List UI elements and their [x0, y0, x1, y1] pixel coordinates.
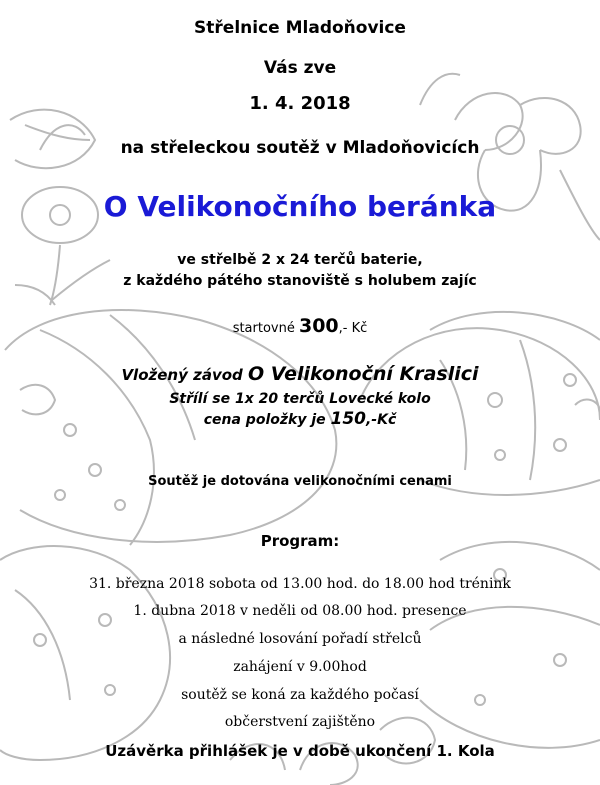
- invite-text: Vás zve: [263, 58, 337, 78]
- event-description: na střeleckou soutěž v Mladoňovicích: [120, 138, 480, 158]
- side-event-prefix: Vložený závod: [121, 366, 248, 384]
- organizer-name: Střelnice Mladoňovice: [194, 18, 406, 38]
- entry-fee-label: startovné: [232, 321, 299, 336]
- program-item: a následné losování pořadí střelců: [178, 631, 422, 647]
- side-event-name: O Velikonoční Kraslici: [248, 363, 479, 385]
- side-event-price-label: cena položky je: [203, 412, 331, 428]
- side-event-price: [0, 409, 600, 429]
- entry-fee-currency: ,- Kč: [338, 321, 368, 336]
- registration-deadline: Uzávěrka přihlášek je v době ukončení 1. Kola: [105, 742, 495, 760]
- side-event-price-amount: 150: [330, 409, 366, 429]
- side-event-heading: [0, 363, 600, 385]
- program-item: soutěž se koná za každého počasí: [181, 687, 419, 703]
- program-heading: Program:: [260, 532, 340, 550]
- shooting-details-line1: ve střelbě 2 x 24 terčů baterie,: [177, 252, 423, 268]
- event-date: 1. 4. 2018: [249, 93, 351, 114]
- prizes-note: Soutěž je dotována velikonočními cenami: [148, 474, 452, 489]
- program-item: 31. března 2018 sobota od 13.00 hod. do 18.00 hod trénink: [89, 576, 511, 592]
- shooting-details-line2: z každého pátého stanoviště s holubem zajíc: [123, 273, 477, 289]
- event-title: O Velikonočního beránka: [103, 190, 497, 223]
- program-item: občerstvení zajištěno: [224, 714, 376, 730]
- program-item: zahájení v 9.00hod: [233, 659, 367, 675]
- side-event-price-currency: ,-Kč: [365, 412, 397, 428]
- entry-fee-amount: 300: [298, 315, 339, 337]
- entry-fee: [0, 315, 600, 337]
- program-item: 1. dubna 2018 v neděli od 08.00 hod. presence: [133, 603, 467, 619]
- side-event-details: Střílí se 1x 20 terčů Lovecké kolo: [169, 391, 431, 407]
